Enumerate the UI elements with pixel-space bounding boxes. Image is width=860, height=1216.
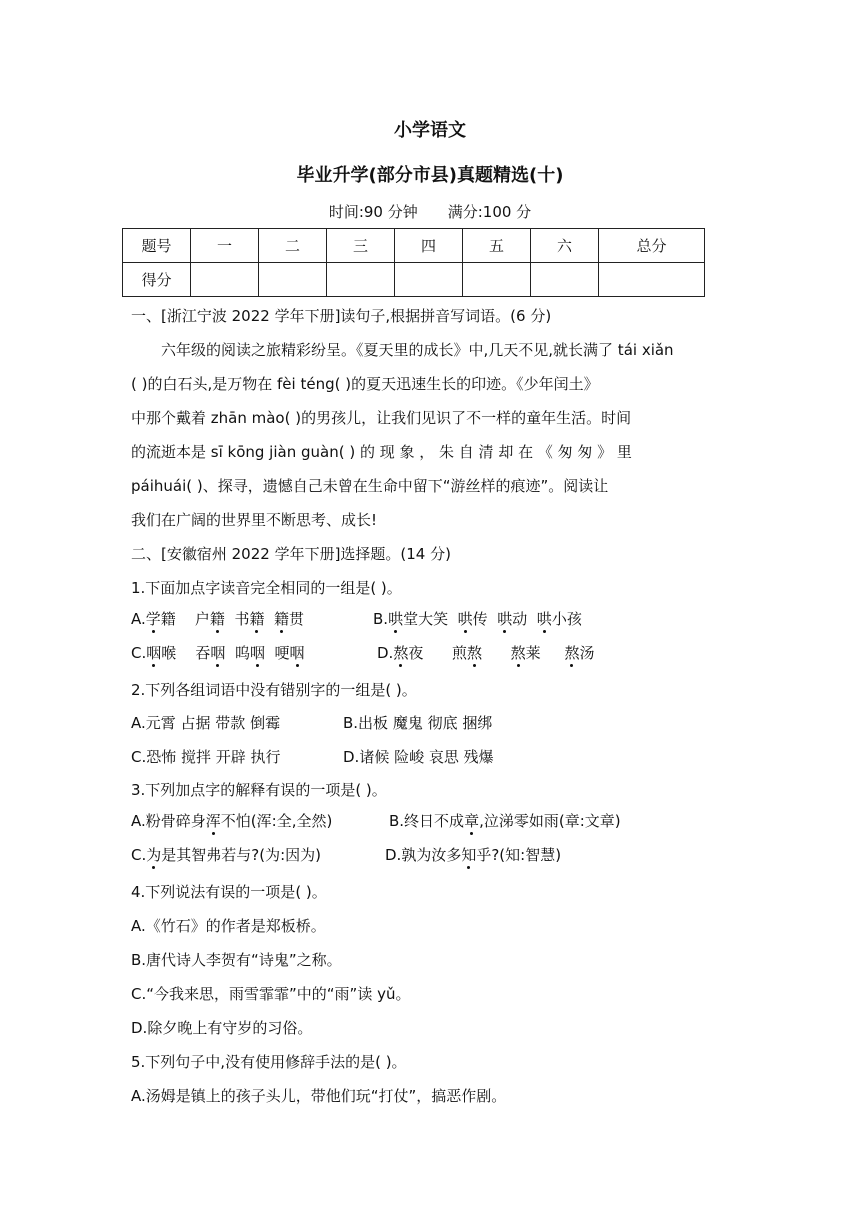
question-stem: 2.下列各组词语中没有错别字的一组是( )。	[131, 681, 417, 699]
option-d[interactable]: D.除夕晚上有守岁的习俗。	[131, 1019, 313, 1037]
dotted-char: 章	[464, 812, 480, 830]
option-a[interactable]: A.《竹石》的作者是郑板桥。	[131, 917, 326, 935]
table-cell: 得分	[123, 263, 191, 297]
option-text: 吞	[195, 644, 211, 662]
option-a[interactable]	[131, 811, 389, 831]
option-row	[131, 713, 731, 733]
dotted-char: 籍	[249, 610, 265, 628]
table-cell: 五	[463, 229, 531, 263]
dotted-char: 熬	[466, 644, 482, 662]
table-cell: 总分	[599, 229, 705, 263]
option-text: 呜	[234, 644, 250, 662]
dotted-char: 咽	[289, 644, 305, 662]
dotted-char: 哄	[536, 610, 552, 628]
option-text: 书	[234, 610, 250, 628]
score-cell[interactable]	[599, 263, 705, 297]
option-b[interactable]: B.唐代诗人李贺有“诗鬼”之称。	[131, 951, 342, 969]
option-text: 莱	[525, 644, 541, 662]
section-heading: 二、[安徽宿州 2022 学年下册]选择题。(14 分)	[131, 545, 451, 563]
table-cell: 三	[327, 229, 395, 263]
question-stem: 4.下列说法有误的一项是( )。	[131, 883, 327, 901]
option-text: 动	[512, 610, 528, 628]
dotted-char: 咽	[249, 644, 265, 662]
option-b[interactable]: B.出板 魔鬼 彻底 捆绑	[343, 714, 493, 732]
question-stem: 3.下列加点字的解释有误的一项是( )。	[131, 781, 387, 799]
option-a[interactable]: A.汤姆是镇上的孩子头儿，带他们玩“打仗”，搞恶作剧。	[131, 1087, 507, 1105]
option-a[interactable]	[131, 609, 373, 629]
option-text: 贯	[289, 610, 305, 628]
dotted-char: 为	[146, 846, 162, 864]
option-c[interactable]: C.恐怖 搅拌 开辟 执行	[131, 748, 281, 766]
dotted-char: 哄	[497, 610, 513, 628]
option-text: A.粉骨碎身	[131, 812, 206, 830]
passage-line: 中那个戴着 zhān mào( )的男孩儿，让我们见识了不一样的童年生活。时间	[131, 409, 632, 427]
table-row	[123, 263, 705, 297]
option-text: 传	[472, 610, 488, 628]
exam-meta	[0, 201, 860, 222]
option-b[interactable]	[373, 609, 582, 629]
option-text: 夜	[408, 644, 424, 662]
dotted-char: 籍	[209, 610, 225, 628]
option-text: 乎?(知:智慧)	[476, 846, 562, 864]
option-text: 户	[194, 610, 210, 628]
option-text: 堂大笑	[403, 610, 449, 628]
option-c[interactable]	[131, 845, 385, 865]
option-b[interactable]	[389, 811, 621, 831]
time-limit: 时间:90 分钟	[328, 203, 418, 221]
option-text: D.孰为汝多	[385, 846, 462, 864]
dotted-char: 籍	[274, 610, 290, 628]
dotted-char: 浑	[205, 812, 221, 830]
option-row	[131, 747, 731, 767]
option-text: 小孩	[551, 610, 582, 628]
passage-line: 的流逝本是 sī kōng jiàn guàn( ) 的 现 象 ， 朱 自 清 却 在 《 匆 匆 》 里	[131, 443, 632, 461]
dotted-char: 咽	[210, 644, 226, 662]
option-text: 喉	[161, 644, 177, 662]
table-cell: 题号	[123, 229, 191, 263]
score-cell[interactable]	[463, 263, 531, 297]
score-cell[interactable]	[259, 263, 327, 297]
score-table	[122, 228, 705, 297]
option-a[interactable]: A.元霄 占据 带款 倒霉	[131, 714, 281, 732]
option-d[interactable]	[377, 643, 595, 663]
question-stem: 5.下列句子中,没有使用修辞手法的是( )。	[131, 1053, 407, 1071]
option-d[interactable]	[385, 845, 561, 865]
dotted-char: 熬	[510, 644, 526, 662]
option-label: A.	[131, 610, 146, 628]
option-label: B.	[373, 610, 389, 628]
question-stem: 1.下面加点字读音完全相同的一组是( )。	[131, 579, 402, 597]
table-cell: 四	[395, 229, 463, 263]
option-row	[131, 811, 731, 831]
score-cell[interactable]	[327, 263, 395, 297]
table-cell: 二	[259, 229, 327, 263]
option-text: 不怕(浑:全,全然)	[220, 812, 333, 830]
option-d[interactable]: D.诸候 险峻 哀思 残爆	[343, 748, 494, 766]
option-text: 煎	[451, 644, 467, 662]
score-cell[interactable]	[531, 263, 599, 297]
score-cell[interactable]	[191, 263, 259, 297]
option-text: B.终日不成	[389, 812, 465, 830]
option-label: C.	[131, 644, 147, 662]
full-score: 满分:100 分	[447, 203, 532, 221]
table-row	[123, 229, 705, 263]
section-heading: 一、[浙江宁波 2022 学年下册]读句子,根据拼音写词语。(6 分)	[131, 307, 552, 325]
option-row	[131, 845, 731, 865]
option-text: 汤	[579, 644, 595, 662]
option-c[interactable]	[131, 643, 377, 663]
option-row	[131, 643, 731, 663]
option-c[interactable]: C.“今我来思，雨雪霏霏”中的“雨”读 yǔ。	[131, 985, 411, 1003]
option-row	[131, 609, 731, 629]
option-text: 是其智弗若与?(为:因为)	[161, 846, 321, 864]
option-label: D.	[377, 644, 394, 662]
dotted-char: 熬	[393, 644, 409, 662]
table-cell: 六	[531, 229, 599, 263]
dotted-char: 知	[461, 846, 477, 864]
dotted-char: 学	[145, 610, 161, 628]
option-text: C.	[131, 846, 147, 864]
dotted-char: 哄	[457, 610, 473, 628]
table-cell: 一	[191, 229, 259, 263]
passage-line: ( )的白石头,是万物在 fèi téng( )的夏天迅速生长的印迹。《少年闰土》	[131, 375, 599, 393]
score-cell[interactable]	[395, 263, 463, 297]
passage-line: 我们在广阔的世界里不断思考、成长!	[131, 511, 378, 529]
dotted-char: 熬	[564, 644, 580, 662]
exam-title: 毕业升学(部分市县)真题精选(十)	[296, 165, 564, 186]
option-text: 籍	[160, 610, 176, 628]
dotted-char: 哄	[388, 610, 404, 628]
option-text: 哽	[274, 644, 290, 662]
option-text: ,泣涕零如雨(章:文章)	[479, 812, 621, 830]
passage-line: 六年级的阅读之旅精彩纷呈。《夏天里的成长》中,几天不见,就长满了 tái xiǎn	[161, 341, 674, 359]
subject-title: 小学语文	[394, 120, 466, 141]
passage-line: páihuái( )、探寻，遗憾自己未曾在生命中留下“游丝样的痕迹”。阅读让	[131, 477, 609, 495]
dotted-char: 咽	[146, 644, 162, 662]
